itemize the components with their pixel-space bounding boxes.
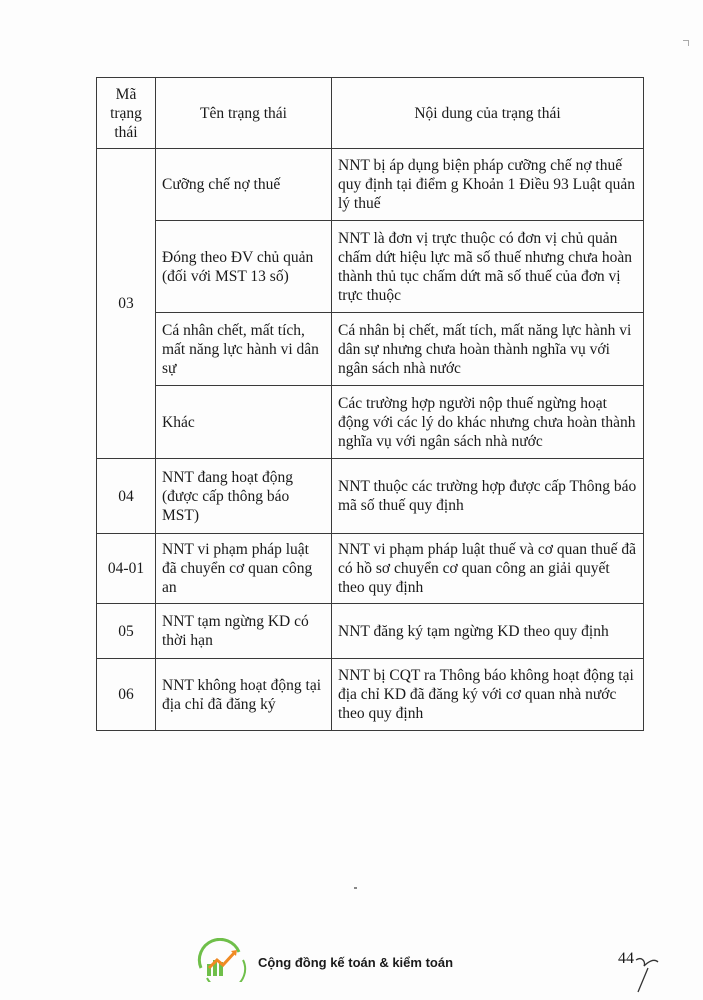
scan-corner-mark	[683, 40, 689, 46]
table-row	[97, 386, 644, 459]
page-number: 44	[618, 950, 634, 967]
status-code: 06	[97, 659, 156, 731]
table-row	[97, 149, 644, 221]
table-row	[97, 221, 644, 313]
header-name: Tên trạng thái	[156, 78, 332, 149]
status-code: 03	[97, 149, 156, 459]
table-row	[97, 313, 644, 386]
status-code: 04-01	[97, 534, 156, 604]
header-code: Mã trạng thái	[97, 78, 156, 149]
status-name: NNT vi phạm pháp luật đã chuyển cơ quan công an	[156, 534, 332, 604]
tax-status-table	[96, 77, 644, 731]
table-row	[97, 459, 644, 534]
status-description: NNT vi phạm pháp luật thuế và cơ quan thuế đã có hồ sơ chuyển cơ quan công an giải quyết theo quy định	[332, 534, 644, 604]
status-description: NNT thuộc các trường hợp được cấp Thông báo mã số thuế quy định	[332, 459, 644, 534]
status-description: Cá nhân bị chết, mất tích, mất năng lực hành vi dân sự nhưng chưa hoàn thành nghĩa vụ với ngân sách nhà nước	[332, 313, 644, 386]
scan-dot	[354, 887, 357, 889]
table-header-row	[97, 78, 644, 149]
status-code: 05	[97, 604, 156, 659]
table-row	[97, 604, 644, 659]
footer-brand-text: Cộng đồng kế toán & kiểm toán	[258, 955, 454, 970]
status-description: Các trường hợp người nộp thuế ngừng hoạt động với các lý do khác nhưng chưa hoàn thành nghĩa vụ với ngân sách nhà nước	[332, 386, 644, 459]
status-name: NNT đang hoạt động (được cấp thông báo MST)	[156, 459, 332, 534]
status-name: Cá nhân chết, mất tích, mất năng lực hành vi dân sự	[156, 313, 332, 386]
status-name: Đóng theo ĐV chủ quản (đối với MST 13 số)	[156, 221, 332, 313]
status-code: 04	[97, 459, 156, 534]
status-name: Khác	[156, 386, 332, 459]
chart-growth-logo-icon	[195, 938, 249, 982]
status-description: NNT bị áp dụng biện pháp cưỡng chế nợ thuế quy định tại điểm g Khoản 1 Điều 93 Luật quản lý thuế	[332, 149, 644, 221]
header-description: Nội dung của trạng thái	[332, 78, 644, 149]
status-description: NNT đăng ký tạm ngừng KD theo quy định	[332, 604, 644, 659]
signature-initial-icon	[628, 952, 668, 996]
status-name: NNT không hoạt động tại địa chỉ đã đăng ký	[156, 659, 332, 731]
status-description: NNT là đơn vị trực thuộc có đơn vị chủ quản chấm dứt hiệu lực mã số thuế nhưng chưa hoàn thành thủ tục chấm dứt mã số thuế của đơn vị trực thuộc	[332, 221, 644, 313]
status-name: Cưỡng chế nợ thuế	[156, 149, 332, 221]
table-row	[97, 534, 644, 604]
status-name: NNT tạm ngừng KD có thời hạn	[156, 604, 332, 659]
status-description: NNT bị CQT ra Thông báo không hoạt động tại địa chỉ KD đã đăng ký với cơ quan nhà nước theo quy định	[332, 659, 644, 731]
table-row	[97, 659, 644, 731]
